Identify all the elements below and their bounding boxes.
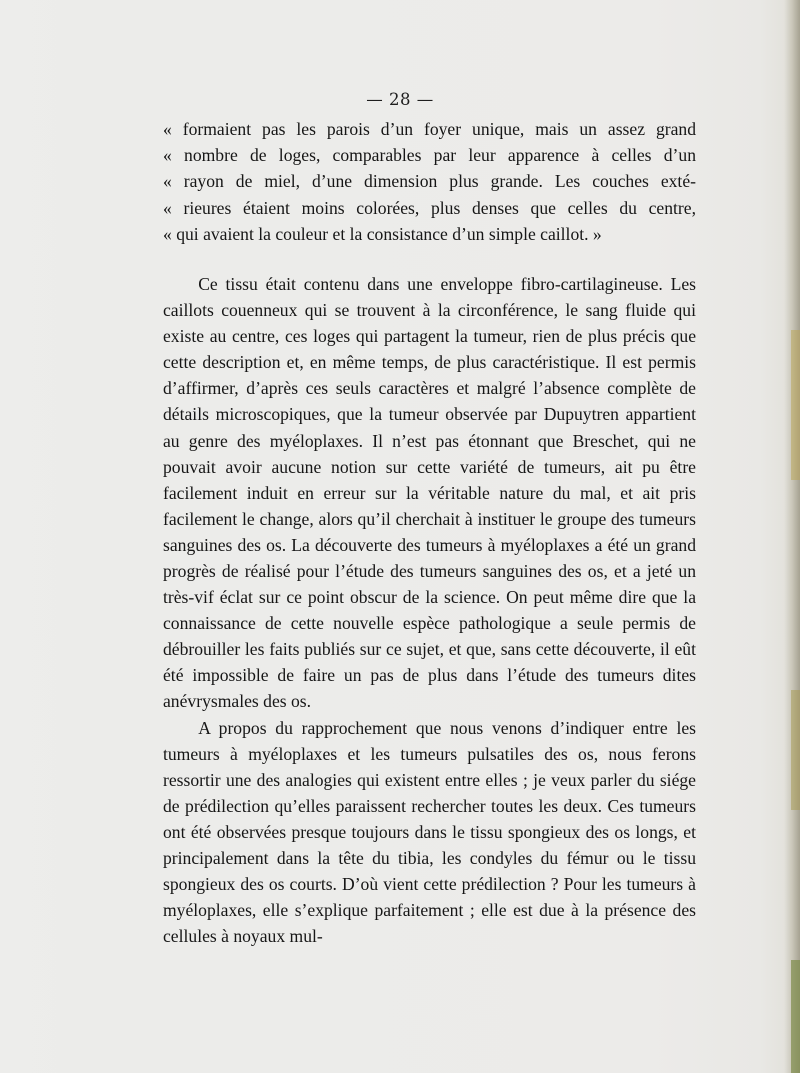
- paragraph: A propos du rapprochement que nous venons d’indiquer entre les tumeurs à myéloplaxes et les tumeurs pulsatiles des os, nous ferons ressortir une des analogies qui existent entre elles ; je veux parler du siége de prédilection qu’elles paraissent rechercher toutes les deux. Ces tumeurs ont été observées presque toujours dans le tissu spongieux des os longs, et principalement dans la tête du tibia, les condyles du fémur ou le tissu spongieux des os courts. D’où vient cette prédilection ? Pour les tumeurs à myéloplaxes, elle s’explique parfaitement ; elle est due à la présence des cellules à noyaux mul-: [163, 717, 696, 947]
- page-edge-stain: [791, 330, 800, 480]
- quotation: [163, 116, 696, 247]
- quote-line: « qui avaient la couleur et la consistance d’un simple caillot. »: [163, 223, 602, 244]
- paragraph: Ce tissu était contenu dans une enveloppe fibro-cartilagineuse. Les caillots couenneux qui se trouvent à la circonférence, le sang fluide qui existe au centre, ces loges qui partagent la tumeur, rien de plus précis que cette description et, en même temps, de plus caractéristique. Il est permis d’affirmer, d’après ces seuls caractères et malgré l’absence complète de détails microscopiques, que la tumeur observée par Dupuytren appartient au genre des myéloplaxes. Il n’est pas étonnant que Breschet, qui ne pouvait avoir aucune notion sur cette variété de tumeurs, ait pu être facilement induit en erreur sur la véritable nature du mal, et ait pris facilement le change, alors qu’il cherchait à instituer le groupe des tumeurs sanguines des os. La découverte des tumeurs à myéloplaxes a été un grand progrès de réalisé pour l’étude des tumeurs sanguines des os, et a jeté un très-vif éclat sur ce point obscur de la science. On peut même dire que la connaissance de cette nouvelle espèce pathologique a seule permis de débrouiller les faits publiés sur ce sujet, et que, sans cette découverte, il eût été impossible de faire un pas de plus dans l’étude des tumeurs dites anévrysmales des os.: [163, 273, 696, 712]
- page-edge-stain: [791, 690, 800, 810]
- page-edge-stain: [791, 960, 800, 1073]
- quote-line: « rayon de miel, d’une dimension plus grande. Les couches exté-: [163, 171, 696, 192]
- quote-line: « formaient pas les parois d’un foyer unique, mais un assez grand: [163, 119, 696, 139]
- page-number: — 28 —: [366, 90, 434, 109]
- quote-line: « rieures étaient moins colorées, plus denses que celles du centre,: [163, 197, 696, 218]
- body-text: [163, 116, 696, 949]
- page-edge-shadow: [784, 0, 800, 1073]
- quote-line: « nombre de loges, comparables par leur apparence à celles d’un: [163, 145, 696, 166]
